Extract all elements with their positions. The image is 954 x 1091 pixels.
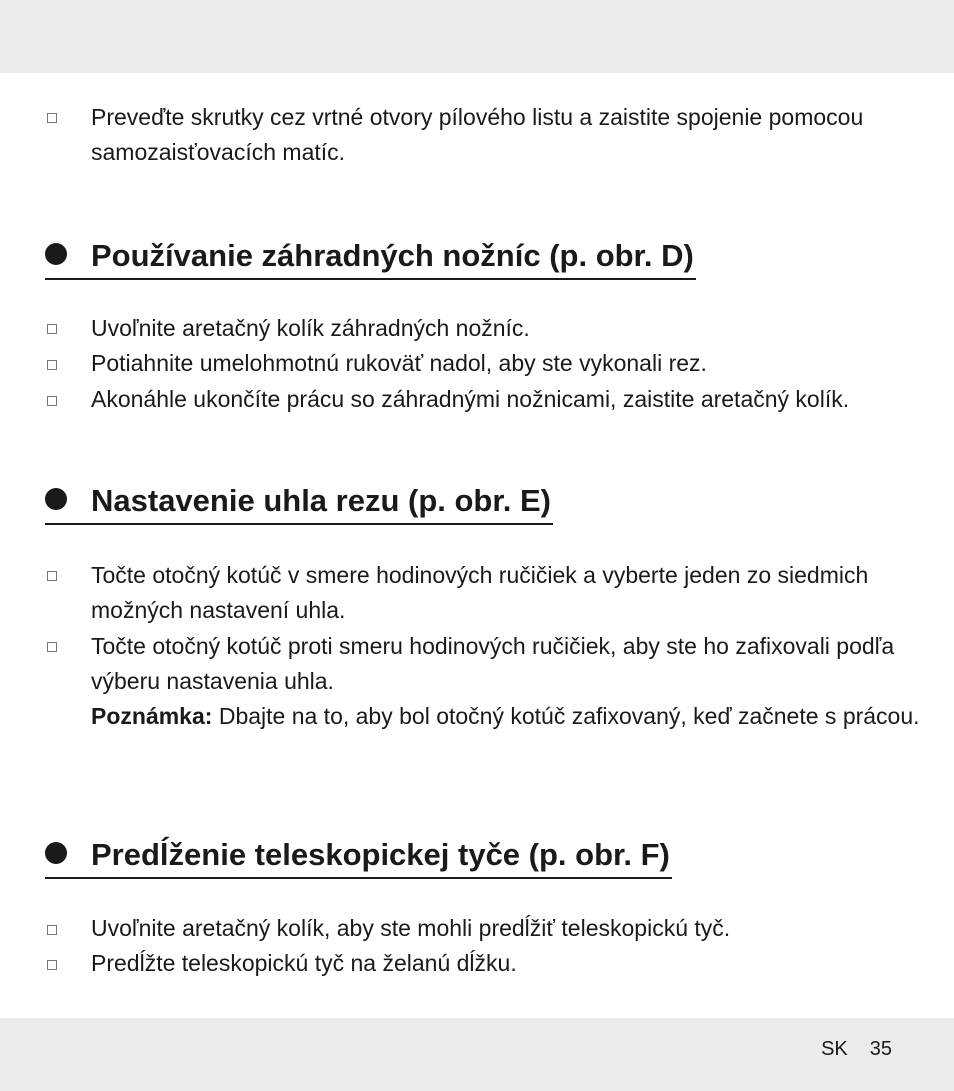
footer-band [0, 1018, 954, 1091]
page-number: 35 [869, 1038, 892, 1060]
section-heading-text: Nastavenie uhla rezu (p. obr. E) [91, 482, 551, 518]
list-item: Točte otočný kotúč proti smeru hodinových ručičiek, aby ste ho zafixovali podľa výberu nastavenia uhla. [91, 633, 895, 694]
footer-language: SK [821, 1038, 848, 1060]
checkbox-icon [47, 925, 57, 935]
list-item: Akonáhle ukončíte prácu so záhradnými nožnicami, zaistite aretačný kolík. [91, 386, 850, 412]
checkbox-icon [47, 396, 57, 406]
checkbox-icon [47, 324, 57, 334]
note [91, 699, 921, 734]
checkbox-icon [47, 960, 57, 970]
list-item: Točte otočný kotúč v smere hodinových ručičiek a vyberte jeden zo siedmich možných nastavení uhla. [91, 562, 869, 623]
note-text: Dbajte na to, aby bol otočný kotúč zafixovaný, keď začnete s prácou. [212, 703, 920, 729]
checkbox-icon [47, 571, 57, 581]
bullet-dot-icon [45, 243, 67, 265]
header-band [0, 0, 954, 73]
list-item: Preveďte skrutky cez vrtné otvory pílového listu a zaistite spojenie pomocou samozaisťovacích matíc. [91, 104, 864, 165]
list-item: Uvoľnite aretačný kolík záhradných nožníc. [91, 315, 530, 341]
section-heading [45, 831, 672, 879]
section-heading-text: Používanie záhradných nožníc (p. obr. D) [91, 237, 694, 273]
bullet-dot-icon [45, 842, 67, 864]
checkbox-icon [47, 642, 57, 652]
section-heading [45, 477, 553, 525]
page-footer [821, 1038, 892, 1061]
section-heading [45, 232, 696, 280]
checkbox-icon [47, 113, 57, 123]
note-label: Poznámka: [91, 703, 213, 729]
checkbox-icon [47, 360, 57, 370]
list-item: Uvoľnite aretačný kolík, aby ste mohli predĺžiť teleskopickú tyč. [91, 915, 731, 941]
bullet-dot-icon [45, 488, 67, 510]
list-item: Potiahnite umelohmotnú rukoväť nadol, aby ste vykonali rez. [91, 350, 707, 376]
list-item: Predĺžte teleskopickú tyč na želanú dĺžku. [91, 950, 517, 976]
section-heading-text: Predĺženie teleskopickej tyče (p. obr. F) [91, 836, 670, 872]
